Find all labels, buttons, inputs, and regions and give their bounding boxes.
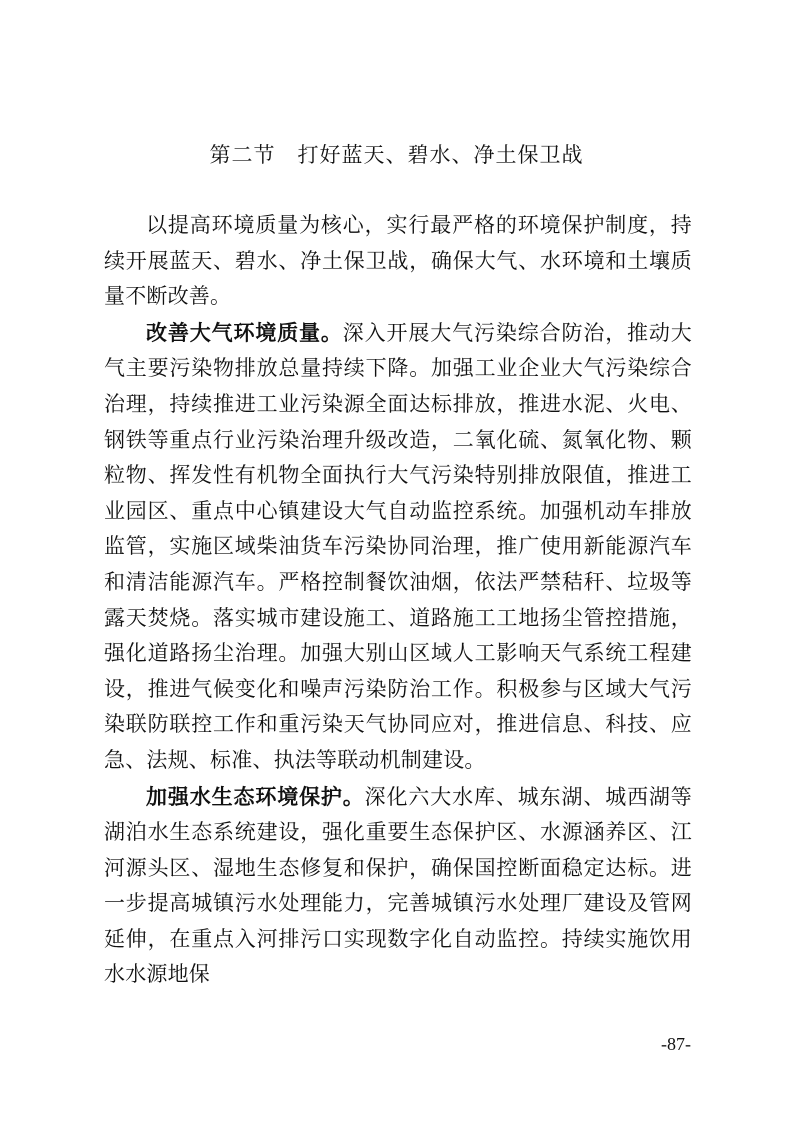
paragraph-intro <box>104 208 692 315</box>
paragraph-water-protection <box>104 779 692 994</box>
paragraph-water-protection-heading: 加强水生态环境保护。 <box>146 783 365 809</box>
paragraph-intro-text: 以提高环境质量为核心，实行最严格的环境保护制度，持续开展蓝天、碧水、净土保卫战，确保大气、水环境和土壤质量不断改善。 <box>104 213 692 309</box>
paragraph-air-quality-heading: 改善大气环境质量。 <box>146 319 343 345</box>
section-title: 第二节 打好蓝天、碧水、净土保卫战 <box>209 143 584 167</box>
page-number: -87- <box>661 1034 691 1054</box>
paragraph-water-protection-text: 深化六大水库、城东湖、城西湖等湖泊水生态系统建设，强化重要生态保护区、水源涵养区、江河源头区、湿地生态修复和保护，确保国控断面稳定达标。进一步提高城镇污水处理能力，完善城镇污水处理厂建设及管网延伸，在重点入河排污口实现数字化自动监控。持续实施饮用水水源地保 <box>104 784 693 987</box>
paragraph-air-quality-text: 深入开展大气污染综合防治，推动大气主要污染物排放总量持续下降。加强工业企业大气污染综合治理，持续推进工业污染源全面达标排放，推进水泥、火电、钢铁等重点行业污染治理升级改造，二氧化硫、氮氧化物、颗粒物、挥发性有机物全面执行大气污染特别排放限值，推进工业园区、重点中心镇建设大气自动监控系统。加强机动车排放监管，实施区域柴油货车污染协同治理，推广使用新能源汽车和清洁能源汽车。严格控制餐饮油烟，依法严禁秸秆、垃圾等露天焚烧。落实城市建设施工、道路施工工地扬尘管控措施，强化道路扬尘治理。加强大别山区域人工影响天气系统工程建设，推进气候变化和噪声污染防治工作。积极参与区域大气污染联防联控工作和重污染天气协同应对，推进信息、科技、应急、法规、标准、执法等联动机制建设。 <box>104 320 692 772</box>
body-text <box>104 208 692 993</box>
paragraph-air-quality <box>104 315 692 779</box>
